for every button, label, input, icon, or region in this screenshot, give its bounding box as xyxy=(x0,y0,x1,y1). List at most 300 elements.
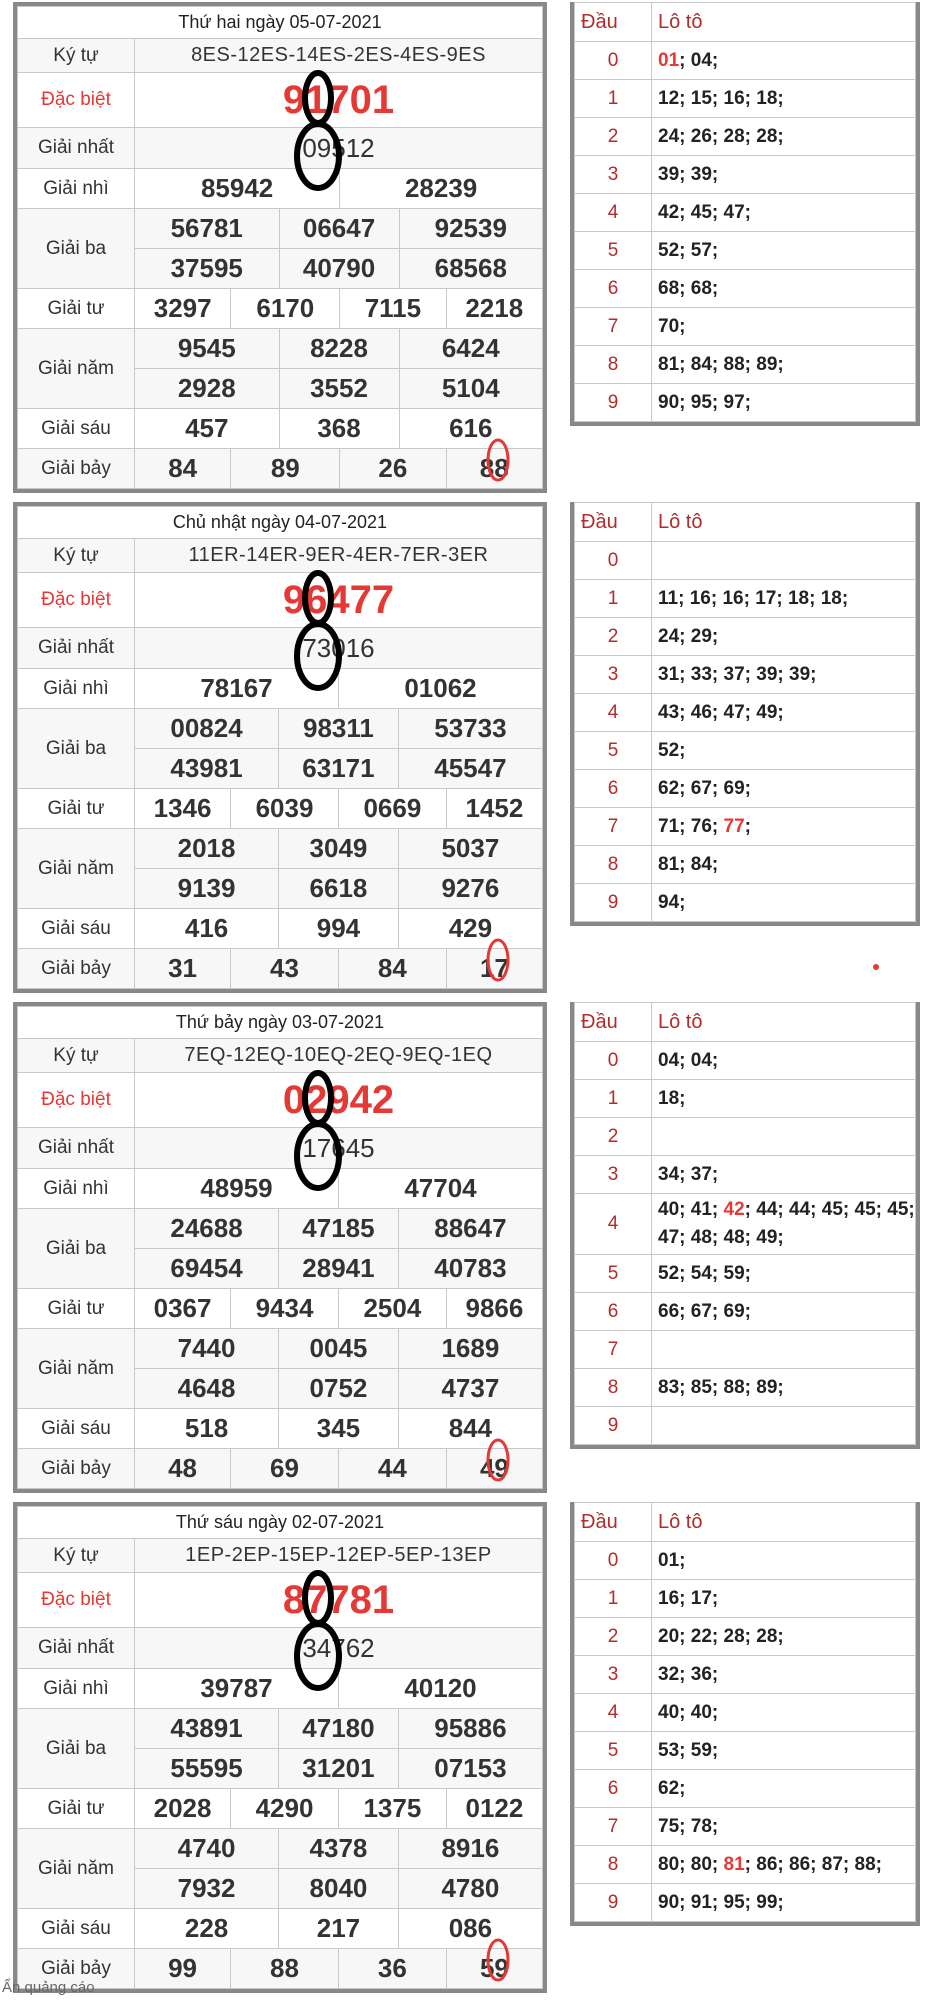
loto-number: 24 xyxy=(658,125,680,147)
third-prize-number: 40790 xyxy=(279,249,399,289)
loto-values: 16; 17; xyxy=(652,1580,916,1618)
third-prize-number: 31201 xyxy=(279,1749,399,1789)
loto-number: 57 xyxy=(690,239,712,261)
loto-number: 52 xyxy=(658,1262,680,1284)
fourth-prize-number: 9866 xyxy=(446,1289,542,1329)
third-prize-number: 47185 xyxy=(279,1209,399,1249)
loto-head-digit: 0 xyxy=(575,42,652,80)
loto-values: 42; 45; 47; xyxy=(652,194,916,232)
loto-head-digit: 7 xyxy=(575,1808,652,1846)
loto-values: 31; 33; 37; 39; 39; xyxy=(652,656,916,694)
loto-number: 89 xyxy=(756,1376,778,1398)
loto-values: 32; 36; xyxy=(652,1656,916,1694)
loto-number: 47 xyxy=(658,1227,680,1248)
fourth-prize-number: 0367 xyxy=(135,1289,231,1329)
loto-number: 80 xyxy=(658,1853,680,1875)
loto-values: 12; 15; 16; 18; xyxy=(652,80,916,118)
loto-number: 83 xyxy=(658,1376,680,1398)
fifth-prize-number: 0752 xyxy=(279,1369,399,1409)
loto-number: 18 xyxy=(756,87,778,109)
second-prize-number: 47704 xyxy=(338,1169,542,1209)
hide-ads-link[interactable]: Ẩn quảng cáo xyxy=(2,1979,95,1996)
loto-number: 28 xyxy=(723,1625,745,1647)
loto-head-digit: 2 xyxy=(575,618,652,656)
loto-values: 24; 26; 28; 28; xyxy=(652,118,916,156)
loto-number: 94 xyxy=(658,891,680,913)
fifth-prize-number: 2928 xyxy=(135,369,280,409)
second-prize-label: Giải nhì xyxy=(18,669,135,709)
fifth-prize-number: 9545 xyxy=(135,329,280,369)
sixth-prize-number: 994 xyxy=(279,909,399,949)
loto-head-digit: 1 xyxy=(575,580,652,618)
results-table xyxy=(13,1502,547,1993)
loto-number: 39 xyxy=(690,163,712,185)
loto-number: 16 xyxy=(658,1587,680,1609)
loto-values: 62; 67; 69; xyxy=(652,770,916,808)
loto-number: 68 xyxy=(690,277,712,299)
third-prize-number: 24688 xyxy=(135,1209,279,1249)
loto-number: 04 xyxy=(658,1049,680,1071)
loto-head-digit: 1 xyxy=(575,1080,652,1118)
fifth-prize-number: 2018 xyxy=(135,829,279,869)
fourth-prize-number: 4290 xyxy=(231,1789,339,1829)
loto-number: 45 xyxy=(887,1199,909,1220)
seventh-prize-number: 99 xyxy=(135,1949,231,1989)
loto-number: 99 xyxy=(756,1891,778,1913)
loto-values: 52; 54; 59; xyxy=(652,1255,916,1293)
loto-number: 77 xyxy=(723,815,745,837)
special-prize-number: 02942 xyxy=(135,1073,543,1128)
loto-values: 34; 37; xyxy=(652,1156,916,1194)
loto-number: 69 xyxy=(723,777,745,799)
third-prize-number: 92539 xyxy=(399,209,542,249)
seventh-prize-number: 48 xyxy=(135,1449,231,1489)
loto-values: 40; 41; 42; 44; 44; 45; 45; 45; 47; 48; 48; 49; xyxy=(652,1194,916,1255)
loto-head-digit: 2 xyxy=(575,1618,652,1656)
fourth-prize-number: 0122 xyxy=(446,1789,542,1829)
special-prize-label: Đặc biệt xyxy=(18,573,135,628)
draw-date-title: Thứ sáu ngày 02-07-2021 xyxy=(18,1507,543,1539)
loto-values: 04; 04; xyxy=(652,1042,916,1080)
loto-table xyxy=(570,1502,920,1926)
fifth-prize-number: 1689 xyxy=(398,1329,542,1369)
loto-head-digit: 8 xyxy=(575,846,652,884)
fifth-prize-label: Giải năm xyxy=(18,829,135,909)
sixth-prize-number: 844 xyxy=(398,1409,542,1449)
loto-values: 24; 29; xyxy=(652,618,916,656)
fourth-prize-number: 2028 xyxy=(135,1789,231,1829)
second-prize-number: 28239 xyxy=(340,169,543,209)
third-prize-number: 53733 xyxy=(398,709,542,749)
loto-number: 45 xyxy=(690,201,712,223)
loto-number: 40 xyxy=(658,1199,680,1220)
loto-values: 11; 16; 16; 17; 18; 18; xyxy=(652,580,916,618)
loto-number: 80 xyxy=(690,1853,712,1875)
fifth-prize-number: 6618 xyxy=(279,869,399,909)
loto-number: 45 xyxy=(854,1199,876,1220)
loto-values: 62; xyxy=(652,1770,916,1808)
loto-number: 47 xyxy=(723,201,745,223)
fifth-prize-number: 9276 xyxy=(398,869,542,909)
loto-head-digit: 9 xyxy=(575,1884,652,1922)
loto-number: 69 xyxy=(723,1300,745,1322)
loto-number: 54 xyxy=(690,1262,712,1284)
loto-number: 15 xyxy=(690,87,712,109)
loto-head-digit: 7 xyxy=(575,808,652,846)
loto-number: 37 xyxy=(723,663,745,685)
fifth-prize-label: Giải năm xyxy=(18,1829,135,1909)
loto-values: 83; 85; 88; 89; xyxy=(652,1369,916,1407)
second-prize-number: 85942 xyxy=(135,169,340,209)
fourth-prize-number: 1346 xyxy=(135,789,231,829)
fifth-prize-number: 4378 xyxy=(279,1829,399,1869)
fifth-prize-number: 7440 xyxy=(135,1329,279,1369)
loto-number: 20 xyxy=(658,1625,680,1647)
loto-number: 28 xyxy=(756,125,778,147)
fourth-prize-number: 9434 xyxy=(231,1289,339,1329)
loto-number: 49 xyxy=(756,1227,778,1248)
loto-number: 11 xyxy=(658,587,679,609)
loto-values: 01; xyxy=(652,1542,916,1580)
second-prize-number: 01062 xyxy=(338,669,542,709)
third-prize-number: 45547 xyxy=(398,749,542,789)
third-prize-number: 55595 xyxy=(135,1749,279,1789)
loto-number: 81 xyxy=(658,853,680,875)
loto-values: 90; 95; 97; xyxy=(652,384,916,422)
loto-head-digit: 3 xyxy=(575,1656,652,1694)
seventh-prize-number: 84 xyxy=(135,449,231,489)
loto-number: 26 xyxy=(690,125,712,147)
third-prize-label: Giải ba xyxy=(18,1209,135,1289)
loto-values: 52; 57; xyxy=(652,232,916,270)
loto-number: 67 xyxy=(690,777,712,799)
loto-values-column-header: Lô tô xyxy=(652,503,916,542)
loto-number: 01 xyxy=(658,49,680,71)
seventh-prize-number: 69 xyxy=(231,1449,339,1489)
loto-number: 66 xyxy=(658,1300,680,1322)
loto-values xyxy=(652,1118,916,1156)
loto-number: 70 xyxy=(658,315,680,337)
loto-number: 46 xyxy=(690,701,712,723)
sixth-prize-label: Giải sáu xyxy=(18,1409,135,1449)
loto-head-digit: 0 xyxy=(575,1542,652,1580)
loto-values: 80; 80; 81; 86; 86; 87; 88; xyxy=(652,1846,916,1884)
seventh-prize-number: 43 xyxy=(231,949,339,989)
loto-values: 70; xyxy=(652,308,916,346)
loto-table xyxy=(570,1002,920,1449)
loto-head-digit: 5 xyxy=(575,1255,652,1293)
second-prize-label: Giải nhì xyxy=(18,1669,135,1709)
third-prize-number: 68568 xyxy=(399,249,542,289)
loto-number: 17 xyxy=(755,587,777,609)
loto-head-digit: 4 xyxy=(575,694,652,732)
serial-label: Ký tự xyxy=(18,39,135,73)
fifth-prize-number: 4780 xyxy=(398,1869,542,1909)
loto-values xyxy=(652,542,916,580)
loto-number: 29 xyxy=(690,625,712,647)
loto-head-digit: 4 xyxy=(575,194,652,232)
loto-head-digit: 3 xyxy=(575,656,652,694)
loto-number: 42 xyxy=(723,1199,745,1220)
seventh-prize-number: 36 xyxy=(338,1949,446,1989)
loto-number: 86 xyxy=(756,1853,778,1875)
fifth-prize-number: 8228 xyxy=(279,329,399,369)
third-prize-number: 56781 xyxy=(135,209,280,249)
loto-number: 48 xyxy=(690,1227,712,1248)
third-prize-number: 40783 xyxy=(398,1249,542,1289)
loto-table xyxy=(570,2,920,426)
fifth-prize-number: 8916 xyxy=(398,1829,542,1869)
loto-head-digit: 4 xyxy=(575,1694,652,1732)
loto-head-digit: 8 xyxy=(575,346,652,384)
sixth-prize-number: 217 xyxy=(279,1909,399,1949)
fifth-prize-number: 8040 xyxy=(279,1869,399,1909)
loto-number: 17 xyxy=(690,1587,712,1609)
loto-number: 45 xyxy=(821,1199,843,1220)
loto-values: 68; 68; xyxy=(652,270,916,308)
loto-number: 49 xyxy=(756,701,778,723)
third-prize-number: 69454 xyxy=(135,1249,279,1289)
loto-number: 52 xyxy=(658,239,680,261)
serial-label: Ký tự xyxy=(18,1539,135,1573)
loto-head-digit: 7 xyxy=(575,308,652,346)
loto-number: 18 xyxy=(787,587,810,609)
loto-head-digit: 1 xyxy=(575,80,652,118)
loto-number: 34 xyxy=(658,1163,680,1185)
sixth-prize-number: 228 xyxy=(135,1909,279,1949)
loto-number: 88 xyxy=(854,1853,876,1875)
loto-number: 78 xyxy=(690,1815,712,1837)
special-prize-label: Đặc biệt xyxy=(18,1073,135,1128)
seventh-prize-number: 88 xyxy=(446,449,542,489)
loto-number: 52 xyxy=(658,739,680,761)
fifth-prize-number: 4740 xyxy=(135,1829,279,1869)
sixth-prize-number: 518 xyxy=(135,1409,279,1449)
loto-values: 40; 40; xyxy=(652,1694,916,1732)
seventh-prize-number: 44 xyxy=(338,1449,446,1489)
loto-head-column-header: Đầu xyxy=(575,503,652,542)
special-prize-number: 91701 xyxy=(135,73,543,128)
loto-number: 44 xyxy=(789,1199,811,1220)
loto-values xyxy=(652,1407,916,1445)
fifth-prize-number: 6424 xyxy=(399,329,542,369)
loto-number: 39 xyxy=(789,663,811,685)
loto-number: 04 xyxy=(690,1049,712,1071)
serial-code: 11ER-14ER-9ER-4ER-7ER-3ER xyxy=(135,539,543,573)
loto-head-digit: 6 xyxy=(575,270,652,308)
seventh-prize-number: 49 xyxy=(446,1449,542,1489)
loto-head-digit: 6 xyxy=(575,1293,652,1331)
third-prize-number: 95886 xyxy=(398,1709,542,1749)
first-prize-label: Giải nhất xyxy=(18,1628,135,1669)
third-prize-number: 98311 xyxy=(279,709,399,749)
loto-number: 88 xyxy=(723,353,745,375)
sixth-prize-number: 616 xyxy=(399,409,542,449)
loto-values-column-header: Lô tô xyxy=(652,3,916,42)
loto-number: 89 xyxy=(756,353,778,375)
fifth-prize-number: 7932 xyxy=(135,1869,279,1909)
loto-number: 01 xyxy=(658,1549,680,1571)
loto-number: 28 xyxy=(756,1625,778,1647)
loto-number: 36 xyxy=(690,1663,712,1685)
fifth-prize-number: 4648 xyxy=(135,1369,279,1409)
first-prize-label: Giải nhất xyxy=(18,1128,135,1169)
seventh-prize-number: 89 xyxy=(231,449,340,489)
third-prize-number: 37595 xyxy=(135,249,280,289)
seventh-prize-number: 59 xyxy=(446,1949,542,1989)
fourth-prize-number: 1452 xyxy=(446,789,542,829)
second-prize-number: 39787 xyxy=(135,1669,339,1709)
loto-number: 62 xyxy=(658,1777,680,1799)
loto-head-digit: 5 xyxy=(575,232,652,270)
sixth-prize-number: 457 xyxy=(135,409,280,449)
special-prize-label: Đặc biệt xyxy=(18,73,135,128)
first-prize-number: 34762 xyxy=(135,1628,543,1669)
fourth-prize-number: 6170 xyxy=(231,289,340,329)
loto-values: 81; 84; 88; 89; xyxy=(652,346,916,384)
loto-head-digit: 8 xyxy=(575,1846,652,1884)
loto-head-digit: 3 xyxy=(575,156,652,194)
loto-head-digit: 9 xyxy=(575,1407,652,1445)
third-prize-number: 06647 xyxy=(279,209,399,249)
loto-number: 71 xyxy=(658,815,680,837)
loto-number: 75 xyxy=(658,1815,680,1837)
loto-values: 52; xyxy=(652,732,916,770)
fourth-prize-label: Giải tư xyxy=(18,1289,135,1329)
loto-number: 41 xyxy=(690,1199,712,1220)
first-prize-number: 73016 xyxy=(135,628,543,669)
serial-code: 8ES-12ES-14ES-2ES-4ES-9ES xyxy=(135,39,543,73)
loto-number: 31 xyxy=(658,663,680,685)
loto-number: 42 xyxy=(658,201,680,223)
red-dot xyxy=(873,964,879,970)
loto-values: 75; 78; xyxy=(652,1808,916,1846)
loto-table xyxy=(570,502,920,926)
loto-number: 33 xyxy=(690,663,712,685)
loto-number: 87 xyxy=(821,1853,843,1875)
loto-number: 40 xyxy=(658,1701,680,1723)
loto-values: 66; 67; 69; xyxy=(652,1293,916,1331)
loto-number: 16 xyxy=(689,587,711,609)
loto-number: 91 xyxy=(690,1891,712,1913)
third-prize-number: 88647 xyxy=(398,1209,542,1249)
loto-number: 18 xyxy=(658,1087,680,1109)
loto-number: 22 xyxy=(690,1625,712,1647)
loto-values: 71; 76; 77; xyxy=(652,808,916,846)
loto-number: 67 xyxy=(690,1300,712,1322)
third-prize-label: Giải ba xyxy=(18,1709,135,1789)
loto-values: 39; 39; xyxy=(652,156,916,194)
seventh-prize-number: 31 xyxy=(135,949,231,989)
loto-number: 48 xyxy=(723,1227,745,1248)
loto-values: 53; 59; xyxy=(652,1732,916,1770)
sixth-prize-number: 416 xyxy=(135,909,279,949)
loto-head-column-header: Đầu xyxy=(575,1003,652,1042)
seventh-prize-label: Giải bảy xyxy=(18,949,135,989)
loto-head-digit: 0 xyxy=(575,1042,652,1080)
results-table xyxy=(13,2,547,493)
loto-values: 20; 22; 28; 28; xyxy=(652,1618,916,1656)
loto-head-digit: 7 xyxy=(575,1331,652,1369)
third-prize-number: 07153 xyxy=(398,1749,542,1789)
sixth-prize-label: Giải sáu xyxy=(18,409,135,449)
sixth-prize-number: 086 xyxy=(398,1909,542,1949)
first-prize-number: 09512 xyxy=(135,128,543,169)
fourth-prize-number: 7115 xyxy=(340,289,446,329)
draw-date-title: Chủ nhật ngày 04-07-2021 xyxy=(18,507,543,539)
fourth-prize-number: 2504 xyxy=(338,1289,446,1329)
loto-values: 94; xyxy=(652,884,916,922)
sixth-prize-number: 368 xyxy=(279,409,399,449)
fifth-prize-number: 3552 xyxy=(279,369,399,409)
loto-values-column-header: Lô tô xyxy=(652,1003,916,1042)
loto-number: 12 xyxy=(658,87,680,109)
loto-number: 95 xyxy=(690,391,712,413)
fifth-prize-number: 5037 xyxy=(398,829,542,869)
first-prize-label: Giải nhất xyxy=(18,628,135,669)
loto-head-digit: 2 xyxy=(575,118,652,156)
loto-number: 88 xyxy=(723,1376,745,1398)
first-prize-number: 17645 xyxy=(135,1128,543,1169)
loto-head-digit: 8 xyxy=(575,1369,652,1407)
sixth-prize-number: 429 xyxy=(398,909,542,949)
loto-number: 04 xyxy=(690,49,712,71)
loto-number: 40 xyxy=(690,1701,712,1723)
loto-head-digit: 5 xyxy=(575,732,652,770)
loto-number: 81 xyxy=(723,1853,745,1875)
loto-head-digit: 0 xyxy=(575,542,652,580)
serial-label: Ký tự xyxy=(18,1039,135,1073)
fourth-prize-label: Giải tư xyxy=(18,1789,135,1829)
fifth-prize-number: 0045 xyxy=(279,1329,399,1369)
loto-number: 86 xyxy=(789,1853,811,1875)
loto-number: 16 xyxy=(723,87,745,109)
loto-number: 84 xyxy=(690,353,712,375)
loto-head-digit: 6 xyxy=(575,770,652,808)
loto-head-digit: 2 xyxy=(575,1118,652,1156)
results-table xyxy=(13,502,547,993)
seventh-prize-label: Giải bảy xyxy=(18,1449,135,1489)
second-prize-number: 40120 xyxy=(338,1669,542,1709)
loto-number: 37 xyxy=(690,1163,712,1185)
third-prize-label: Giải ba xyxy=(18,709,135,789)
seventh-prize-number: 17 xyxy=(446,949,542,989)
loto-head-digit: 9 xyxy=(575,884,652,922)
loto-number: 39 xyxy=(658,163,680,185)
serial-code: 7EQ-12EQ-10EQ-2EQ-9EQ-1EQ xyxy=(135,1039,543,1073)
loto-number: 59 xyxy=(690,1739,712,1761)
loto-head-column-header: Đầu xyxy=(575,3,652,42)
loto-number: 28 xyxy=(723,125,745,147)
second-prize-number: 48959 xyxy=(135,1169,339,1209)
fourth-prize-number: 6039 xyxy=(231,789,339,829)
loto-number: 95 xyxy=(723,1891,745,1913)
loto-number: 81 xyxy=(658,353,680,375)
loto-values: 81; 84; xyxy=(652,846,916,884)
first-prize-label: Giải nhất xyxy=(18,128,135,169)
special-prize-number: 96477 xyxy=(135,573,543,628)
loto-head-digit: 9 xyxy=(575,384,652,422)
loto-values: 43; 46; 47; 49; xyxy=(652,694,916,732)
loto-head-digit: 4 xyxy=(575,1194,652,1255)
loto-number: 76 xyxy=(690,815,712,837)
loto-values: 18; xyxy=(652,1080,916,1118)
fourth-prize-label: Giải tư xyxy=(18,289,135,329)
loto-number: 32 xyxy=(658,1663,680,1685)
seventh-prize-label: Giải bảy xyxy=(18,449,135,489)
loto-head-column-header: Đầu xyxy=(575,1503,652,1542)
loto-number: 16 xyxy=(722,587,744,609)
